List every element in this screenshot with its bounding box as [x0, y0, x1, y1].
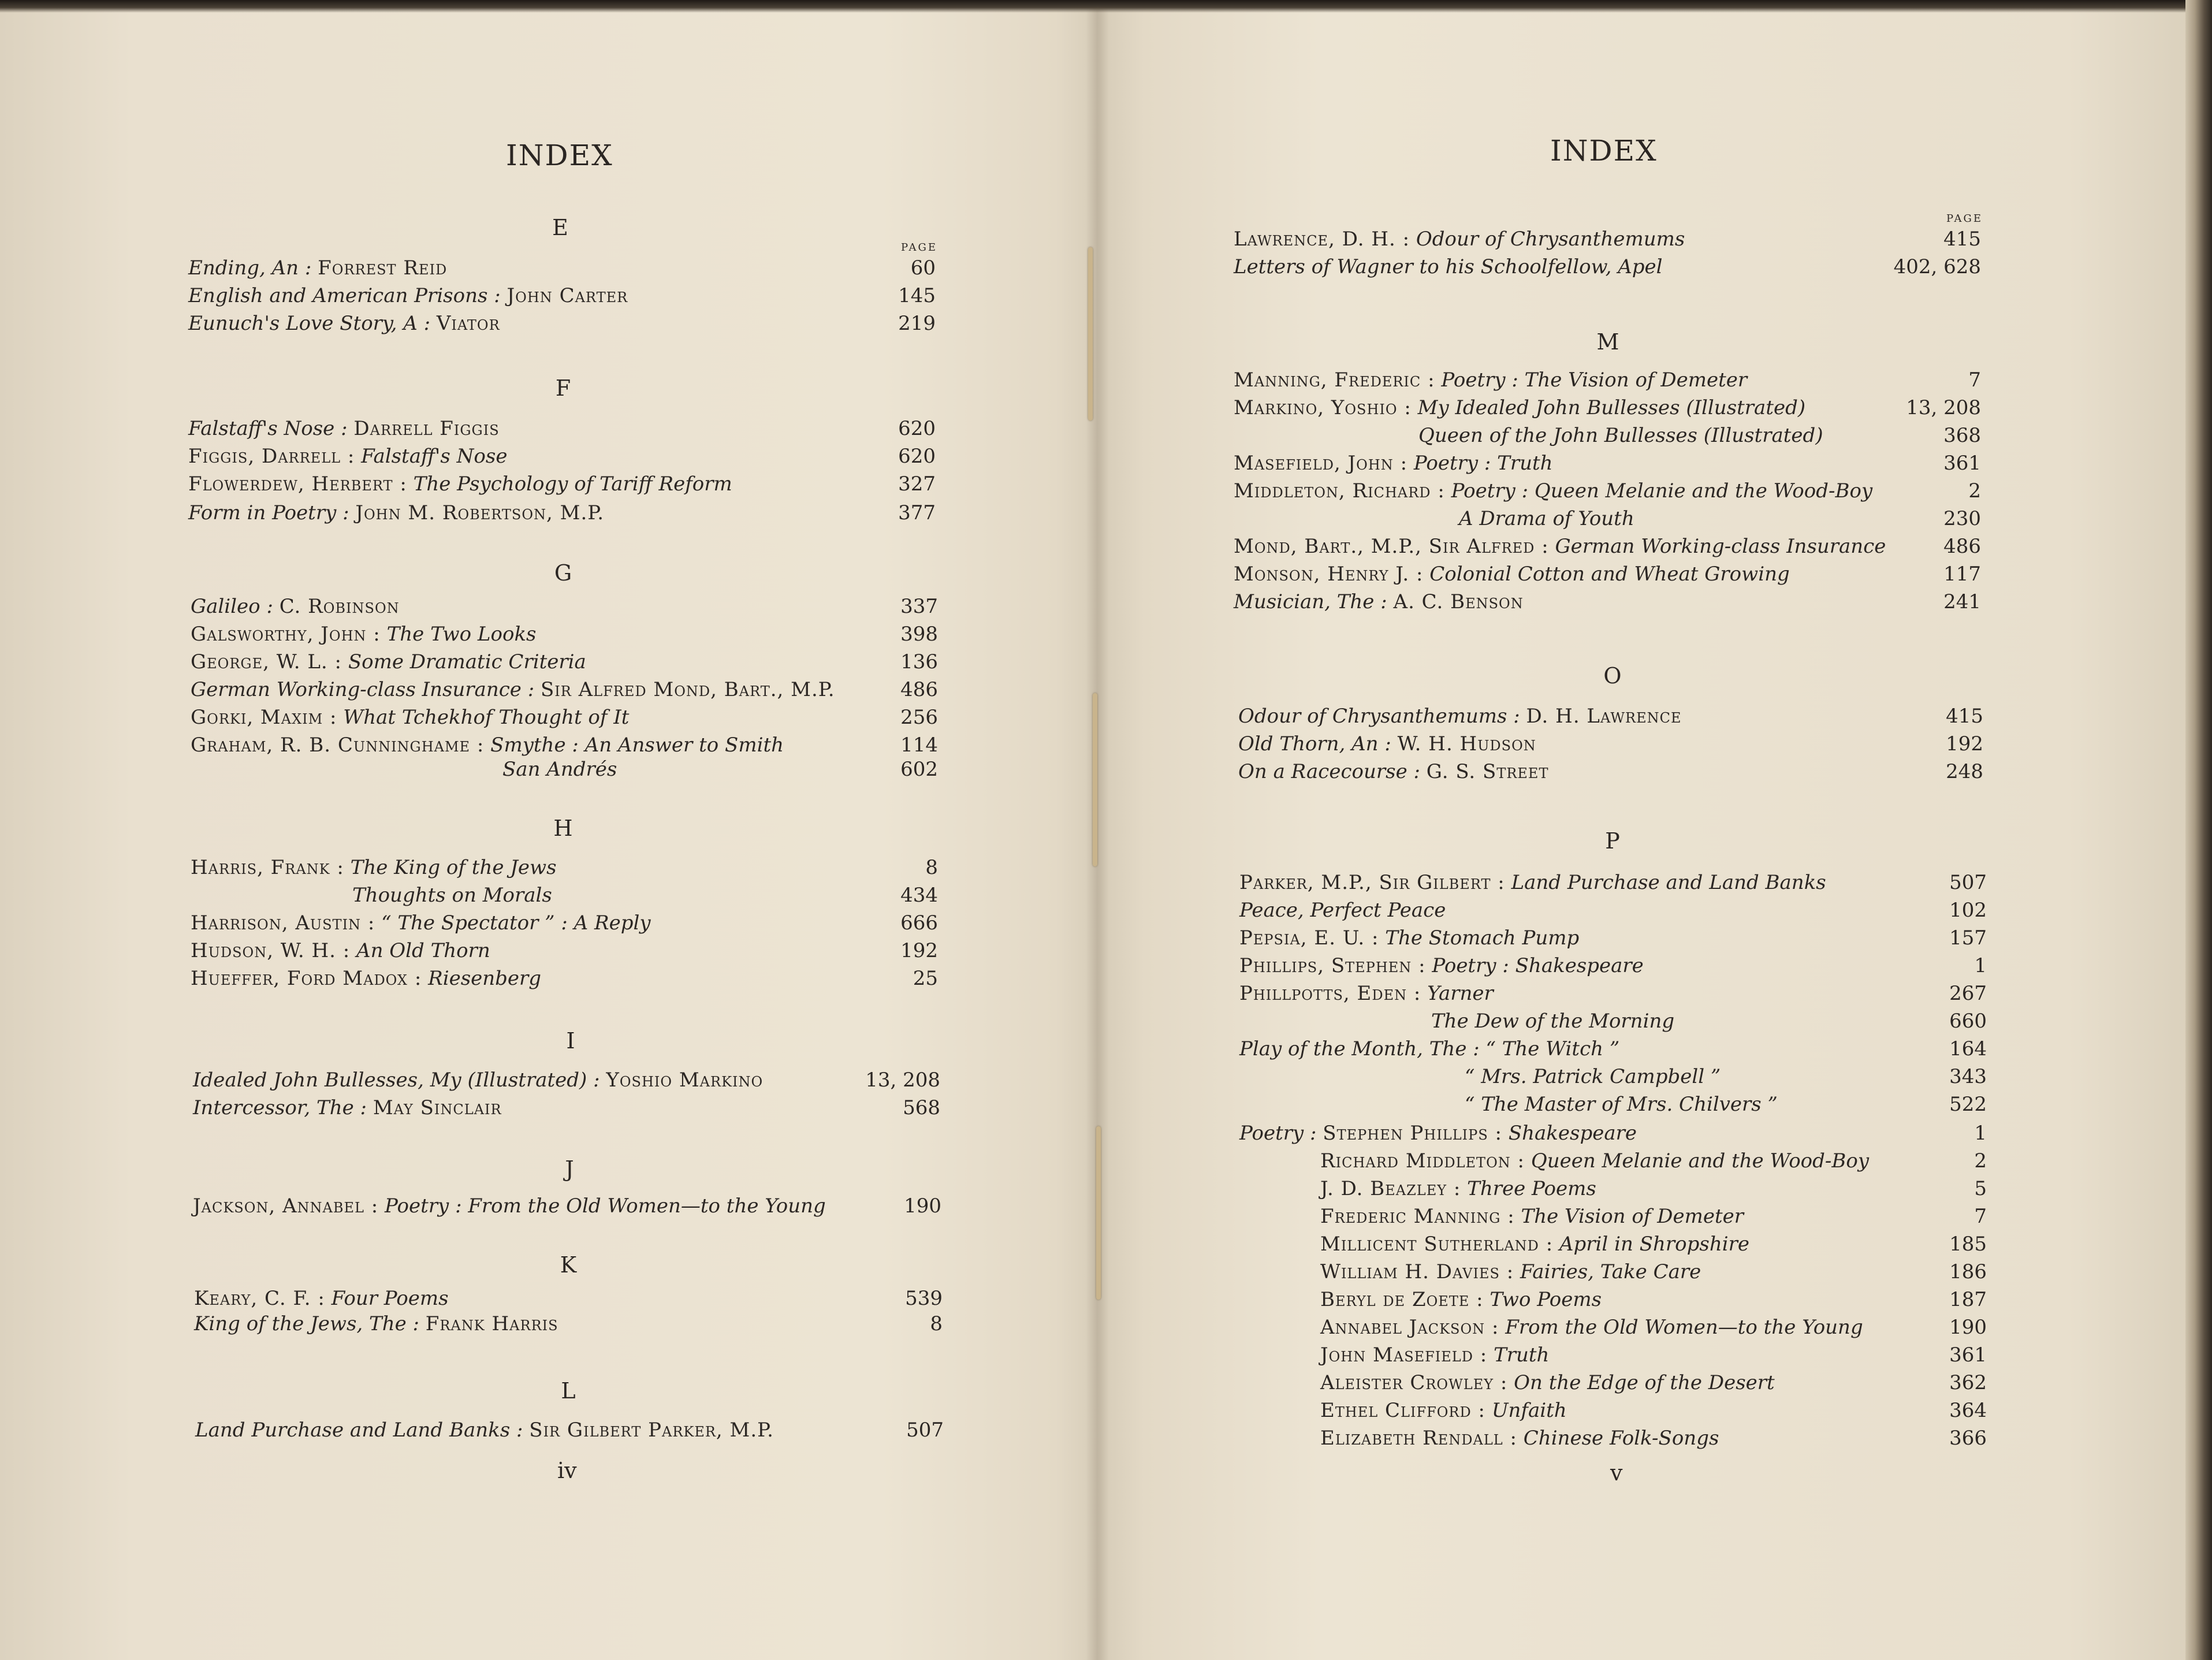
page-number: 267 — [1949, 982, 1987, 1005]
index-entry: Flowerdew, Herbert : The Psychology of Tariff Reform — [188, 472, 732, 496]
index-entry: Phillpotts, Eden : Yarner — [1239, 982, 1494, 1005]
page-number: 7 — [1968, 369, 1981, 392]
page-number: 362 — [1949, 1371, 1987, 1394]
index-entry: Aleister Crowley : On the Edge of the Desert — [1320, 1371, 1775, 1394]
section-letter-l: L — [561, 1378, 576, 1404]
page-number: 8 — [925, 856, 938, 879]
page-number: 343 — [1949, 1065, 1987, 1088]
book-right-edge — [2185, 0, 2212, 1660]
page-number: 507 — [906, 1419, 944, 1442]
page-number: 660 — [1949, 1010, 1987, 1033]
page-number: 377 — [898, 501, 936, 524]
index-entry: The Dew of the Morning — [1431, 1010, 1675, 1033]
section-letter-p: P — [1605, 828, 1620, 854]
section-letter-j: J — [565, 1156, 574, 1182]
page-number: 241 — [1943, 590, 1981, 613]
page-number: 522 — [1949, 1093, 1987, 1116]
page-number: 361 — [1943, 452, 1981, 475]
page-number: 230 — [1943, 507, 1981, 530]
index-entry: Frederic Manning : The Vision of Demeter — [1320, 1205, 1744, 1228]
index-entry: Idealed John Bullesses, My (Illustrated) : Yoshio Markino — [193, 1069, 764, 1092]
page-number: 568 — [903, 1096, 940, 1119]
page-number: 114 — [900, 734, 938, 757]
right-page — [1097, 0, 2189, 1660]
page-number: 666 — [900, 911, 938, 935]
page-number: 415 — [1946, 705, 1983, 728]
index-entry: Keary, C. F. : Four Poems — [194, 1287, 449, 1310]
index-entry: Manning, Frederic : Poetry : The Vision of Demeter — [1234, 369, 1748, 392]
page-number: 434 — [900, 884, 938, 907]
index-entry: George, W. L. : Some Dramatic Criteria — [191, 650, 586, 673]
page-number: 486 — [900, 678, 938, 701]
index-entry: Eunuch's Love Story, A : Viator — [188, 312, 500, 335]
index-entry: Markino, Yoshio : My Idealed John Bullesses (Illustrated) — [1234, 396, 1806, 419]
index-entry: Falstaff's Nose : Darrell Figgis — [188, 417, 500, 440]
page-number: 102 — [1949, 899, 1987, 922]
index-entry: Hudson, W. H. : An Old Thorn — [191, 939, 490, 962]
page-number: 25 — [913, 967, 938, 990]
page-number: 327 — [898, 472, 936, 496]
index-entry: Harris, Frank : The King of the Jews — [191, 856, 557, 879]
page-number: 13, 208 — [865, 1069, 940, 1092]
page-number: 60 — [910, 256, 936, 280]
page-number: 256 — [900, 706, 938, 729]
index-entry: Elizabeth Rendall : Chinese Folk-Songs — [1320, 1427, 1719, 1450]
index-entry: English and American Prisons : John Carter — [188, 284, 628, 307]
index-entry: John Masefield : Truth — [1320, 1343, 1550, 1367]
index-entry: German Working-class Insurance : Sir Alfred Mond, Bart., M.P. — [191, 678, 835, 701]
page-number: 219 — [898, 312, 936, 335]
page-number: 117 — [1943, 563, 1981, 586]
index-entry: Gorki, Maxim : What Tchekhof Thought of It — [191, 706, 630, 729]
page-number: 2 — [1968, 479, 1981, 503]
section-letter-e: E — [552, 215, 568, 240]
index-entry: Harrison, Austin : “ The Spectator ” : A Reply — [191, 911, 651, 935]
index-entry: J. D. Beazley : Three Poems — [1320, 1177, 1596, 1200]
page-number: 187 — [1949, 1288, 1987, 1311]
left-folio: iv — [557, 1458, 577, 1483]
index-entry: Ethel Clifford : Unfaith — [1320, 1399, 1567, 1422]
index-entry: Poetry : Stephen Phillips : Shakespeare — [1239, 1122, 1637, 1145]
index-entry: Graham, R. B. Cunninghame : Smythe : An Answer to Smith — [191, 734, 784, 757]
page-number: 620 — [898, 417, 936, 440]
right-folio: v — [1610, 1460, 1623, 1486]
page-number: 415 — [1943, 228, 1981, 251]
index-entry: Peace, Perfect Peace — [1239, 899, 1446, 922]
index-entry: Figgis, Darrell : Falstaff's Nose — [188, 445, 508, 468]
index-entry: William H. Davies : Fairies, Take Care — [1320, 1260, 1701, 1283]
index-entry: On a Racecourse : G. S. Street — [1238, 760, 1549, 783]
page-number: 402, 628 — [1893, 255, 1981, 278]
page-number: 2 — [1974, 1149, 1987, 1173]
index-entry: Pepsia, E. U. : The Stomach Pump — [1239, 926, 1580, 950]
index-entry: “ Mrs. Patrick Campbell ” — [1465, 1065, 1721, 1088]
page-number: 192 — [1946, 732, 1983, 755]
page-number: 8 — [930, 1312, 943, 1335]
index-entry: San Andrés — [502, 758, 617, 781]
page-number: 13, 208 — [1906, 396, 1981, 419]
left-page-column-label: PAGE — [901, 241, 937, 254]
index-entry: Beryl de Zoete : Two Poems — [1320, 1288, 1602, 1311]
index-entry: “ The Master of Mrs. Chilvers ” — [1465, 1093, 1778, 1116]
index-entry: Middleton, Richard : Poetry : Queen Melanie and the Wood-Boy — [1234, 479, 1873, 503]
index-entry: Musician, The : A. C. Benson — [1234, 590, 1524, 613]
index-entry: Galileo : C. Robinson — [191, 595, 400, 618]
page-number: 145 — [898, 284, 936, 307]
index-entry: Intercessor, The : May Sinclair — [193, 1096, 502, 1119]
section-letter-i: I — [566, 1028, 575, 1054]
page-number: 337 — [900, 595, 938, 618]
page-number: 507 — [1949, 871, 1987, 894]
page-number: 366 — [1949, 1427, 1987, 1450]
index-entry: Galsworthy, John : The Two Looks — [191, 623, 537, 646]
left-running-head: INDEX — [506, 139, 613, 172]
page-number: 361 — [1949, 1343, 1987, 1367]
page-number: 248 — [1946, 760, 1983, 783]
page-number: 364 — [1949, 1399, 1987, 1422]
index-entry: Millicent Sutherland : April in Shropshire — [1320, 1233, 1749, 1256]
page-number: 164 — [1949, 1037, 1987, 1060]
page-number: 602 — [900, 758, 938, 781]
index-entry: Thoughts on Morals — [352, 884, 552, 907]
page-number: 1 — [1974, 954, 1987, 977]
index-entry: Phillips, Stephen : Poetry : Shakespeare — [1239, 954, 1644, 977]
index-entry: A Drama of Youth — [1459, 507, 1634, 530]
page-number: 539 — [905, 1287, 943, 1310]
index-entry: Ending, An : Forrest Reid — [188, 256, 448, 280]
page-number: 368 — [1943, 424, 1981, 447]
section-letter-h: H — [553, 816, 573, 841]
page-number: 620 — [898, 445, 936, 468]
page-number: 5 — [1974, 1177, 1987, 1200]
index-entry: Parker, M.P., Sir Gilbert : Land Purchase and Land Banks — [1239, 871, 1826, 894]
index-entry: Old Thorn, An : W. H. Hudson — [1238, 732, 1536, 755]
page-number: 1 — [1974, 1122, 1987, 1145]
left-page — [0, 0, 1097, 1660]
index-entry: Land Purchase and Land Banks : Sir Gilbert Parker, M.P. — [195, 1419, 774, 1442]
page-number: 157 — [1949, 926, 1987, 950]
page-number: 486 — [1943, 535, 1981, 558]
index-entry: Masefield, John : Poetry : Truth — [1234, 452, 1553, 475]
page-number: 7 — [1974, 1205, 1987, 1228]
page-number: 186 — [1949, 1260, 1987, 1283]
page-number: 190 — [904, 1194, 941, 1218]
right-page-column-label: PAGE — [1946, 213, 1983, 225]
right-running-head: INDEX — [1550, 134, 1658, 168]
index-entry: Letters of Wagner to his Schoolfellow, Apel — [1234, 255, 1663, 278]
index-entry: Hueffer, Ford Madox : Riesenberg — [191, 967, 542, 990]
index-entry: Monson, Henry J. : Colonial Cotton and Wheat Growing — [1234, 563, 1790, 586]
index-entry: Lawrence, D. H. : Odour of Chrysanthemums — [1234, 228, 1685, 251]
section-letter-m: M — [1596, 329, 1619, 355]
index-entry: Queen of the John Bullesses (Illustrated) — [1418, 424, 1823, 447]
index-entry: Odour of Chrysanthemums : D. H. Lawrence — [1238, 705, 1682, 728]
index-entry: Play of the Month, The : “ The Witch ” — [1239, 1037, 1620, 1060]
page-number: 136 — [900, 650, 938, 673]
page-number: 192 — [900, 939, 938, 962]
page-number: 190 — [1949, 1316, 1987, 1339]
section-letter-g: G — [554, 560, 572, 586]
section-letter-f: F — [555, 375, 571, 401]
index-entry: Mond, Bart., M.P., Sir Alfred : German Working-class Insurance — [1234, 535, 1886, 558]
index-entry: Richard Middleton : Queen Melanie and the Wood-Boy — [1320, 1149, 1870, 1173]
page-number: 398 — [900, 623, 938, 646]
index-entry: Jackson, Annabel : Poetry : From the Old Women—to the Young — [193, 1194, 826, 1218]
section-letter-k: K — [560, 1252, 577, 1278]
index-entry: King of the Jews, The : Frank Harris — [194, 1312, 558, 1335]
section-letter-o: O — [1603, 663, 1622, 688]
index-entry: Form in Poetry : John M. Robertson, M.P. — [188, 501, 605, 524]
page-number: 185 — [1949, 1233, 1987, 1256]
index-entry: Annabel Jackson : From the Old Women—to the Young — [1320, 1316, 1863, 1339]
